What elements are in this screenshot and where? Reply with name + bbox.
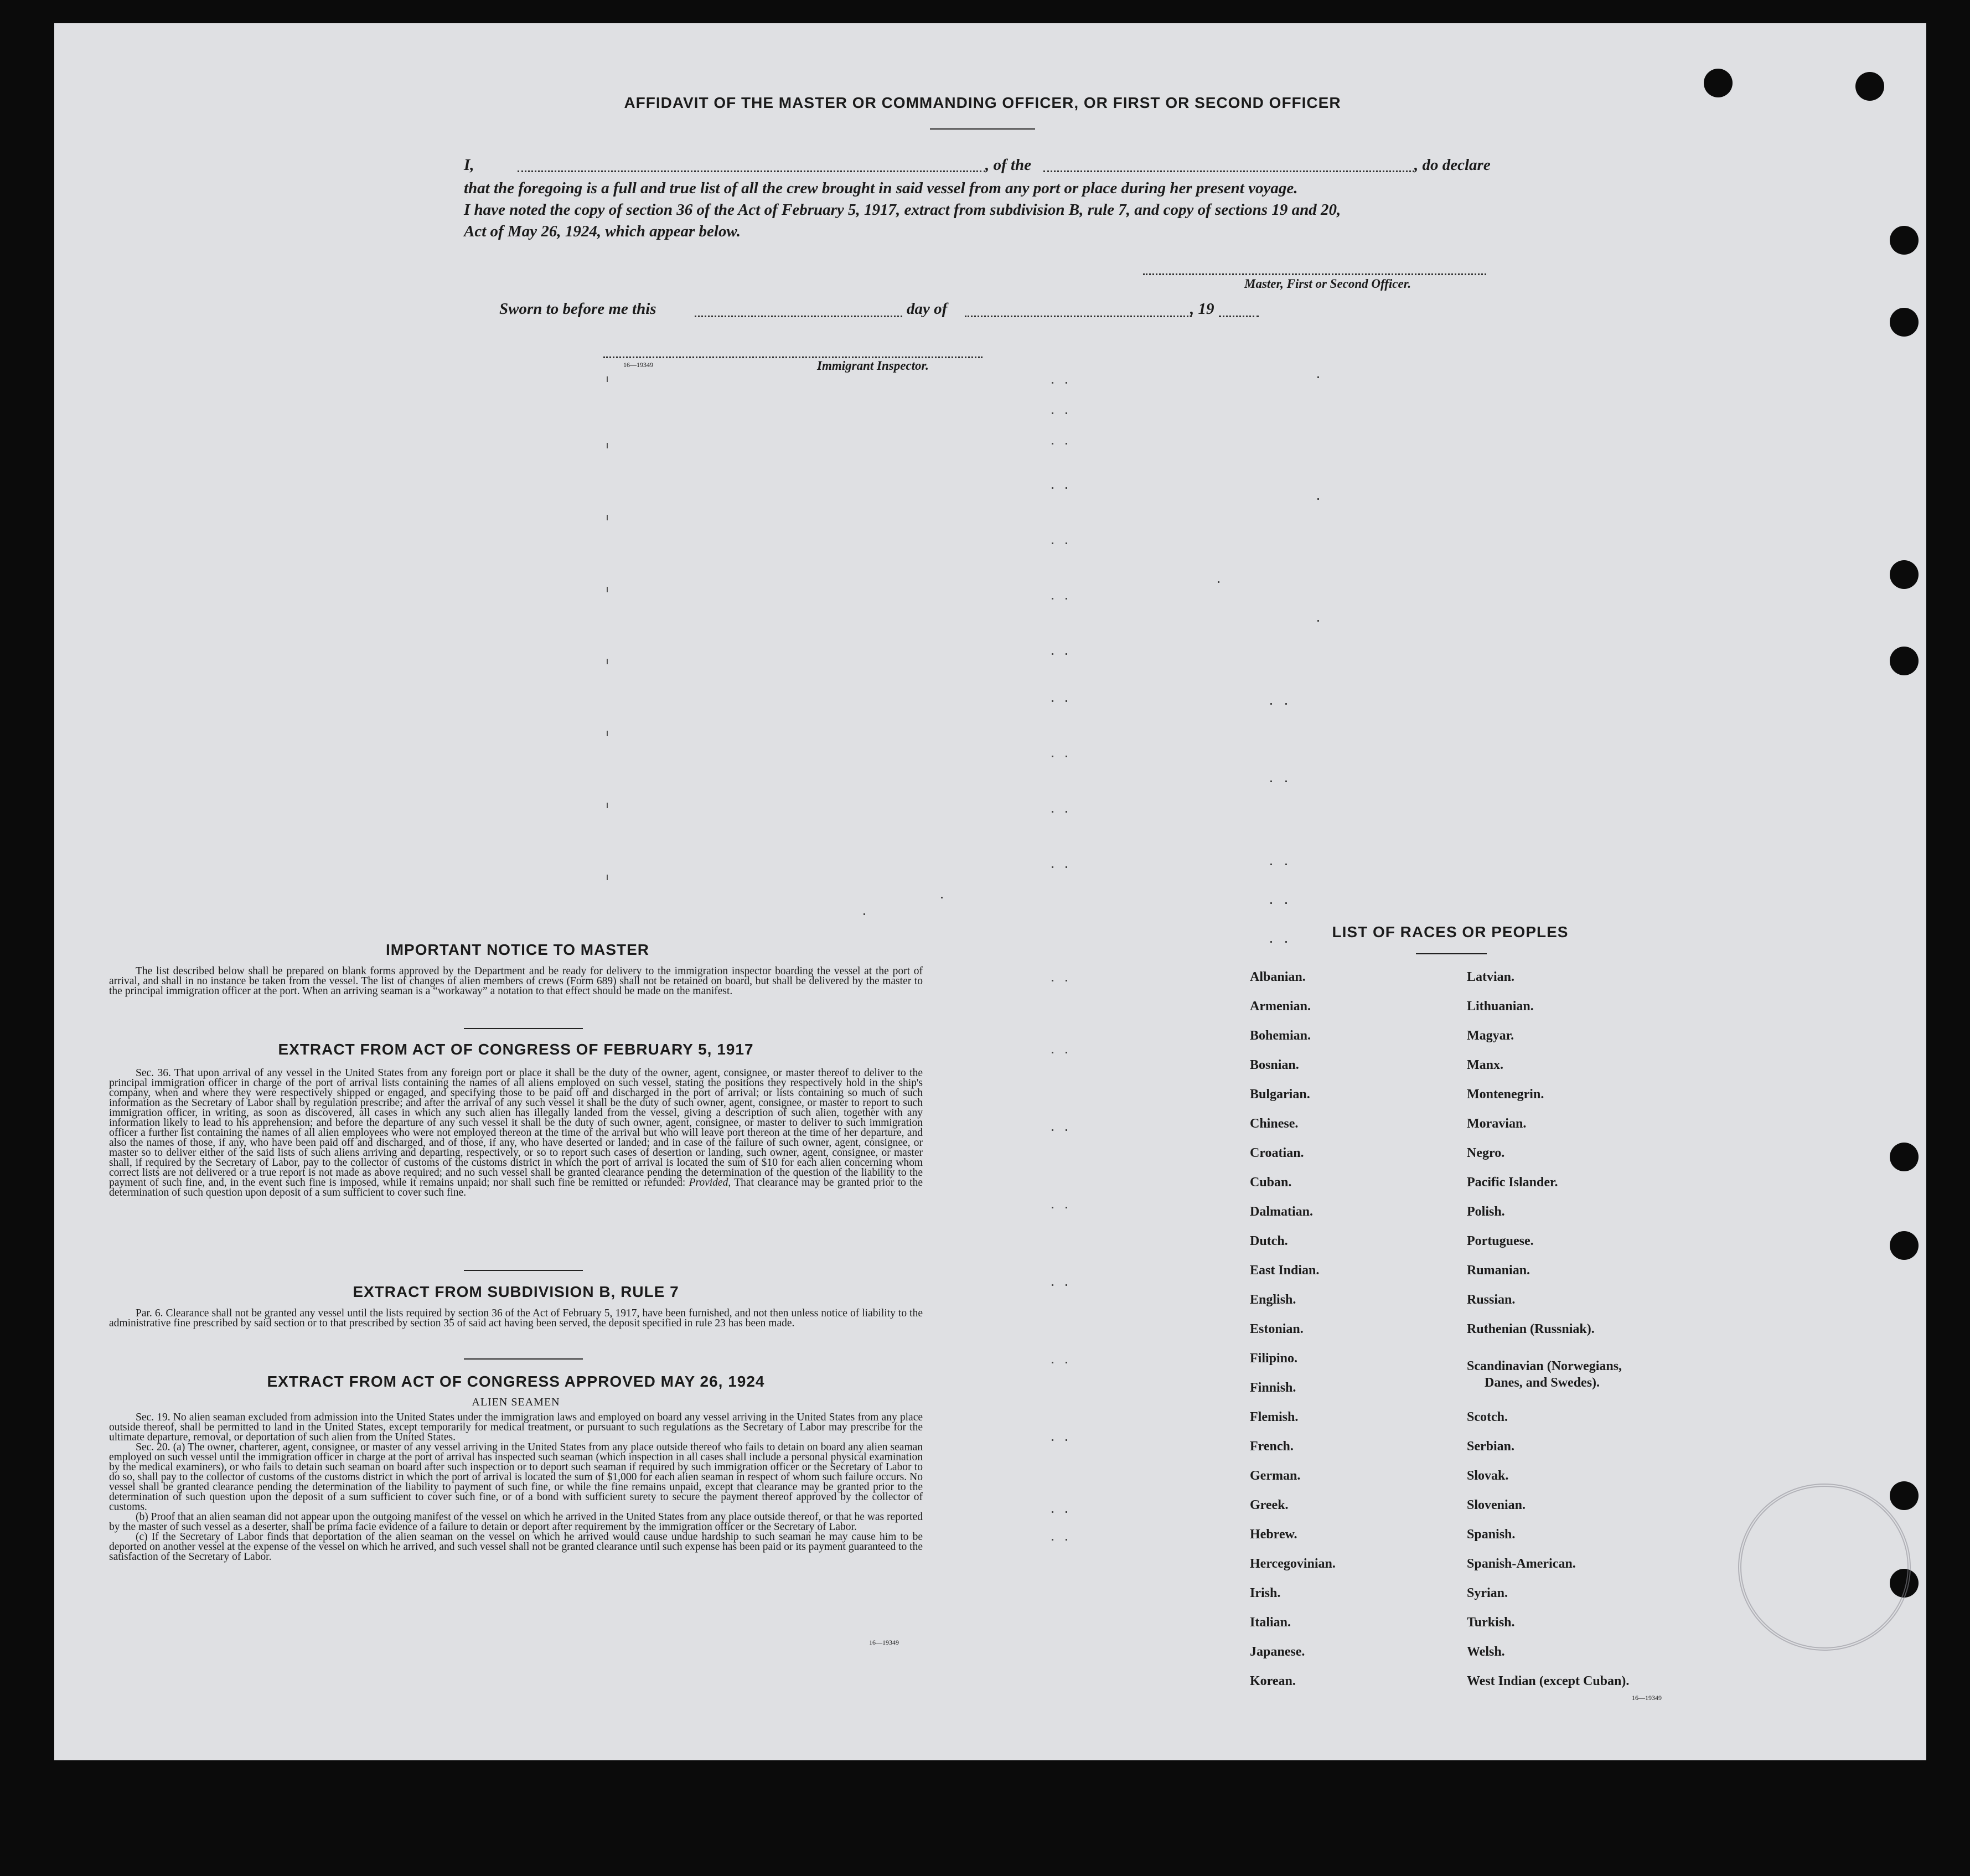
section-divider-1 — [464, 1028, 583, 1029]
race-item: Dalmatian. — [1250, 1205, 1313, 1219]
extract-1924-text — [109, 1413, 923, 1562]
master-signature-label: Master, First or Second Officer. — [1244, 277, 1411, 291]
race-item: Polish. — [1467, 1205, 1505, 1219]
race-item: Estonian. — [1250, 1322, 1304, 1336]
section-divider-3 — [464, 1358, 583, 1360]
alien-seamen-subtitle: ALIEN SEAMEN — [472, 1396, 560, 1408]
race-item: Negro. — [1467, 1146, 1505, 1160]
affidavit-i-label: I, — [464, 156, 474, 174]
punch-hole — [1890, 226, 1919, 255]
inspector-signature-line[interactable] — [603, 356, 983, 358]
race-item: Moravian. — [1467, 1117, 1527, 1131]
race-item: Lithuanian. — [1467, 999, 1534, 1014]
sworn-month-line[interactable] — [965, 316, 1192, 317]
race-item: Manx. — [1467, 1058, 1503, 1072]
punch-hole — [1890, 308, 1919, 337]
race-item: Italian. — [1250, 1615, 1291, 1630]
race-item: Serbian. — [1467, 1439, 1515, 1454]
race-item: Finnish. — [1250, 1381, 1296, 1395]
punch-hole — [1890, 1231, 1919, 1260]
sec-20b-paragraph: (b) Proof that an alien seaman did not appear upon the outgoing manifest of the vessel on which he arrived in the United States from any place outside thereof, or that he was reported by the master of such vessel as a deserter, shall be prima facie evidence of a failure to detain or deport after requirement by the immigration officer or the Secretary of Labor. — [109, 1511, 923, 1533]
day-of-label: day of — [907, 300, 948, 318]
punch-hole — [1890, 1143, 1919, 1171]
race-item: Magyar. — [1467, 1029, 1514, 1043]
race-item: Rumanian. — [1467, 1263, 1531, 1278]
race-item: Portuguese. — [1467, 1234, 1534, 1248]
race-item: German. — [1250, 1469, 1301, 1483]
notice-text: The list described below shall be prepared on blank forms approved by the Department and be ready for delivery to the immigration inspector boarding the vessel at the port of arrival, and shall in no instance be taken from the vessel. The list of changes of alien members of crews (Form 689) shall not be retained on board, but shall be delivered by the master to the principal immigration officer at the port. When an arriving seaman is a “workaway” a notation to that effect should be made on the manifest. — [109, 965, 923, 997]
form-number-top: 16—19349 — [623, 361, 653, 369]
race-item: Filipino. — [1250, 1351, 1298, 1366]
race-item: Spanish-American. — [1467, 1557, 1576, 1571]
race-item: Greek. — [1250, 1498, 1289, 1512]
affidavit-do-declare: , do declare — [1414, 156, 1491, 174]
sec-20a-paragraph — [109, 1443, 923, 1512]
race-item: Scotch. — [1467, 1410, 1508, 1424]
races-title: LIST OF RACES OR PEOPLES — [1332, 923, 1569, 940]
sec-19-body: No alien seaman excluded from admission into the United States under the immigration laws and employed on board any vessel arriving in the United States from any place outside thereof, shall be permitted to land in the United States, except temporarily for medical treatment, or pursuant to such regulations as the Secretary of Labor may prescribe for the ultimate departure, removal, or deportation of such alien from the United States. — [109, 1412, 923, 1443]
provided-label: Provided, — [689, 1177, 731, 1188]
race-item: East Indian. — [1250, 1263, 1320, 1278]
race-item: Armenian. — [1250, 999, 1311, 1014]
races-title-underline — [1416, 953, 1487, 954]
punch-hole — [1704, 69, 1733, 97]
race-item: Turkish. — [1467, 1615, 1515, 1630]
race-item: Hebrew. — [1250, 1527, 1297, 1542]
sworn-year-line[interactable] — [1219, 316, 1259, 317]
race-item: Hercegovinian. — [1250, 1557, 1336, 1571]
sec-19-paragraph — [109, 1413, 923, 1443]
race-item: Irish. — [1250, 1586, 1281, 1600]
vessel-field-line[interactable] — [1043, 170, 1414, 172]
name-field-line[interactable] — [518, 170, 985, 172]
race-item: French. — [1250, 1439, 1294, 1454]
race-item: Chinese. — [1250, 1117, 1299, 1131]
race-item: Ruthenian (Russniak). — [1467, 1322, 1595, 1336]
provided-text: That clearance may be granted prior to the determination of such question upon deposit of a sum sufficient to cover such fine. — [109, 1177, 923, 1198]
form-number-bottom-right: 16—19349 — [1632, 1694, 1662, 1702]
race-item: Albanian. — [1250, 970, 1306, 984]
section-divider-2 — [464, 1270, 583, 1271]
affidavit-body — [464, 178, 1504, 242]
sec-20a-body: (a) The owner, charterer, agent, consignee, or master of any vessel arriving in the United States from any place outside thereof who fails to detain on board any alien seaman employed on such vessel until the immigration officer in charge at the port of arrival has inspected such seaman (which inspection in all cases shall include a personal physical examination by the medical examiners), or who fails to detain such seaman on board after such inspection or to deport such seaman if required by such immigration officer or the Secretary of Labor to do so, shall pay to the collector of customs of the customs district in which the port of arrival is located the sum of $1,000 for each alien seaman in respect of whom such failure occurs. No vessel shall be granted clearance pending the determination of the liability to payment of such fine, or while the fine remains unpaid, except that clearance may be granted prior to the determination of such question upon the deposit of a sum sufficient to cover such fine, or of a bond with sufficient surety to secure the payment thereof approved by the collector of customs. — [109, 1441, 923, 1513]
punch-hole — [1855, 72, 1884, 101]
affidavit-body-line-3: Act of May 26, 1924, which appear below. — [464, 223, 741, 240]
race-item: Danes, and Swedes). — [1485, 1376, 1600, 1390]
race-item: Russian. — [1467, 1293, 1516, 1307]
sworn-day-line[interactable] — [695, 316, 902, 317]
race-item: Slovenian. — [1467, 1498, 1526, 1512]
race-item: Welsh. — [1467, 1645, 1505, 1659]
notice-title: IMPORTANT NOTICE TO MASTER — [385, 941, 650, 958]
race-item: Bosnian. — [1250, 1058, 1299, 1072]
affidavit-body-line-1: that the foregoing is a full and true list of all the crew brought in said vessel from any port or place during her present voyage. — [464, 179, 1298, 197]
affidavit-body-line-2: I have noted the copy of section 36 of the Act of February 5, 1917, extract from subdivision B, rule 7, and copy of sections 19 and 20, — [464, 201, 1341, 219]
extract-1917-title: EXTRACT FROM ACT OF CONGRESS OF FEBRUARY 5, 1917 — [278, 1041, 754, 1058]
race-item: Spanish. — [1467, 1527, 1516, 1542]
inspector-label: Immigrant Inspector. — [817, 359, 929, 373]
form-number-bottom-left: 16—19349 — [869, 1639, 899, 1646]
extract-1924-title: EXTRACT FROM ACT OF CONGRESS APPROVED MAY 26, 1924 — [267, 1373, 765, 1390]
faint-circular-stamp — [1738, 1484, 1911, 1651]
race-item: Bohemian. — [1250, 1029, 1311, 1043]
race-item: Syrian. — [1467, 1586, 1508, 1600]
punch-hole — [1890, 1481, 1919, 1510]
master-signature-line[interactable] — [1143, 273, 1486, 275]
title-underline — [930, 128, 1035, 130]
race-item: West Indian (except Cuban). — [1467, 1674, 1630, 1688]
punch-hole — [1890, 560, 1919, 589]
sworn-label: Sworn to before me this — [499, 300, 656, 318]
race-item: Slovak. — [1467, 1469, 1509, 1483]
affidavit-title: AFFIDAVIT OF THE MASTER OR COMMANDING OFFICER, OR FIRST OR SECOND OFFICER — [624, 94, 1341, 111]
affidavit-of-the: , of the — [985, 156, 1031, 174]
race-item: English. — [1250, 1293, 1296, 1307]
punch-hole — [1890, 647, 1919, 675]
race-item: Flemish. — [1250, 1410, 1299, 1424]
race-item: Croatian. — [1250, 1146, 1304, 1160]
race-item: Dutch. — [1250, 1234, 1288, 1248]
sec-36-body: That upon arrival of any vessel in the United States from any foreign port or place it shall be the duty of the owner, agent, consignee, or master thereof to deliver to the principal immigration officer in charge of the port of arrival lists containing the names of all aliens employed on such vessel, stating the positions they respectively hold in the ship's company, when and where they were respectively shipped or engaged, and specifying those to be paid off and discharged in the port of arrival; or lists containing so much of such information as the Secretary of Labor shall by regulation prescribe; and after the arrival of any such vessel it shall be the duty of such owner, agent, consignee, or master to report to such immigration officer, in writing, as soon as discovered, all cases in which any such alien has illegally landed from the vessel, giving a description of such alien, together with any information likely to lead to his apprehension; and before the departure of any such vessel it shall be the duty of such owner, agent, consignee, or master to deliver to such immigration officer a further list containing the names of all alien employees who were not employed thereon at the time of the arrival but who will leave port thereon at the time of her departure, and also the names of those, if any, who have been paid off and discharged, and of those, if any, who have deserted or landed; and in case of the failure of such owner, agent, consignee, or master so to deliver either of the said lists of such aliens arriving and departing, respectively, or so to report such cases of desertion or landing, such owner, agent, consignee, or master shall, if required by the Secretary of Labor, pay to the collector of customs of the customs district in which the port of arrival is located the sum of $10 for each alien concerning whom correct lists are not delivered or a true report is not made as above required; and no such vessel shall be granted clearance pending the determination of the question of the liability to the payment of such fine, and, in the event such fine is imposed, while it remains unpaid; nor shall such fine be remitted or refunded: — [109, 1067, 923, 1188]
race-item: Pacific Islander. — [1467, 1175, 1558, 1190]
year-prefix: , 19 — [1190, 300, 1214, 318]
sec-19-label: Sec. 19. — [136, 1412, 170, 1423]
race-item: Latvian. — [1467, 970, 1515, 984]
race-item: Montenegrin. — [1467, 1087, 1544, 1102]
race-item: Cuban. — [1250, 1175, 1292, 1190]
sec-20-label: Sec. 20. — [136, 1441, 170, 1453]
rule7-text: Par. 6. Clearance shall not be granted any vessel until the lists required by section 36 of the Act of February 5, 1917, have been furnished, and not then unless notice of liability to the administrative fine prescribed by said section or to that prescribed by section 35 of said act having been served, the deposit specified in rule 23 has been made. — [109, 1307, 923, 1329]
race-item: Japanese. — [1250, 1645, 1305, 1659]
race-item: Korean. — [1250, 1674, 1296, 1688]
extract-1917-text — [109, 1068, 923, 1198]
race-item: Scandinavian (Norwegians, — [1467, 1359, 1622, 1373]
sec-20c-paragraph: (c) If the Secretary of Labor finds that deportation of the alien seaman on the vessel on which he arrived would cause undue hardship to such seaman he may cause him to be deported on another vessel at the expense of the vessel on which he arrived, and such vessel shall not be granted clearance until such expense has been paid or its payment guaranteed to the satisfaction of the Secretary of Labor. — [109, 1531, 923, 1563]
rule7-title: EXTRACT FROM SUBDIVISION B, RULE 7 — [353, 1283, 679, 1300]
race-item: Bulgarian. — [1250, 1087, 1310, 1102]
sec-36-label: Sec. 36. — [136, 1067, 171, 1079]
